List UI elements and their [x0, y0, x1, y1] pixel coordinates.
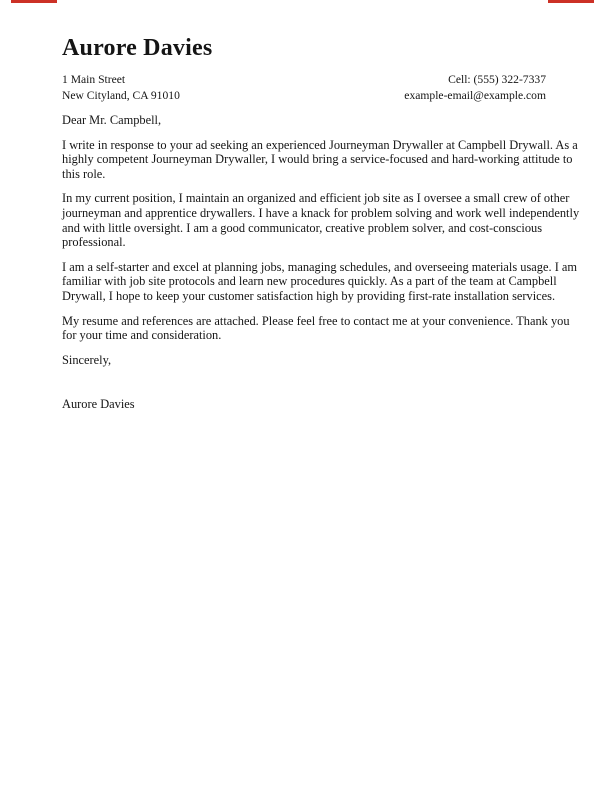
address-block: [62, 72, 180, 104]
paragraph-1: [62, 137, 578, 182]
paragraph-line: familiar with job site protocols and learn new procedures quickly. As a part of the team at Campbell: [62, 274, 557, 289]
paragraph-line: My resume and references are attached. Please feel free to contact me at your convenience. Thank you: [62, 313, 570, 328]
email-address: example-email@example.com: [404, 89, 546, 102]
contact-block: [62, 72, 546, 104]
paragraph-line: this role.: [62, 166, 106, 181]
closing: Sincerely,: [62, 352, 112, 367]
paragraph-line: I am a self-starter and excel at planning jobs, managing schedules, and overseeing materials usage. I am: [62, 259, 578, 274]
page-title: Aurore Davies: [62, 35, 213, 61]
paragraph-3: [62, 259, 578, 304]
paragraph-line: In my current position, I maintain an organized and efficient job site as I oversee a small crew of other: [62, 191, 570, 206]
paragraph-line: professional.: [62, 235, 126, 250]
address-line-1: 1 Main Street: [62, 73, 126, 86]
paragraph-line: journeyman and apprentice drywallers. I have a knack for problem solving and work well independently: [62, 205, 580, 220]
letter-content: [62, 35, 580, 412]
paragraph-line: and with little oversight. I am a good communicator, creative problem solver, and cost-conscious: [62, 220, 543, 235]
paragraph-2: [62, 191, 580, 250]
address-line-2: New Cityland, CA 91010: [62, 89, 180, 102]
phone-number: Cell: (555) 322-7337: [448, 73, 546, 86]
greeting: Dear Mr. Campbell,: [62, 113, 162, 127]
signature-name: Aurore Davies: [62, 397, 135, 412]
contact-details-block: [404, 72, 546, 104]
page-top-accent-right: [548, 0, 594, 3]
page-top-accent-left: [11, 0, 57, 3]
paragraph-line: highly competent Journeyman Drywaller, I would bring a service-focused and hard-working attitude to: [62, 152, 573, 167]
paragraph-line: for your time and consideration.: [62, 328, 222, 343]
paragraph-line: I write in response to your ad seeking an experienced Journeyman Drywaller at Campbell Drywall. As a: [62, 137, 578, 152]
paragraph-line: Drywall, I hope to keep your customer satisfaction high by providing first-rate installation services.: [62, 288, 556, 303]
paragraph-4: [62, 313, 570, 343]
